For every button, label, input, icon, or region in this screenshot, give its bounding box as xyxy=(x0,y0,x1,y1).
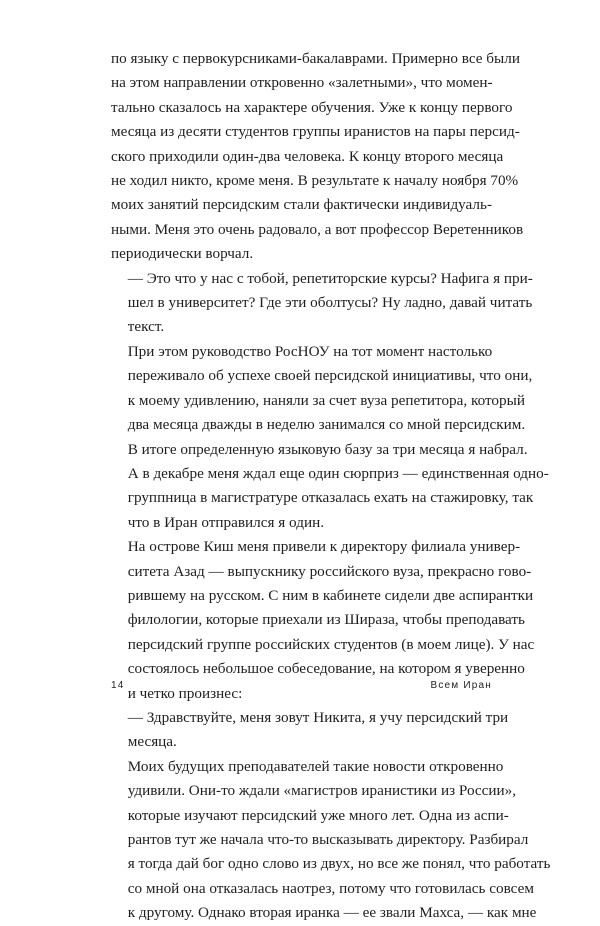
text-line: персидский группе российских студентов (в моем лице). У нас xyxy=(127,635,535,653)
text-line: по языку с первокурсниками-бакалаврами. Примерно все были xyxy=(111,50,520,67)
text-line: удивили. Они-то ждали «магистров иранистики из России», xyxy=(127,782,517,800)
text-line: — Здравствуйте, меня зовут Никита, я учу персидский три xyxy=(127,708,509,726)
text-line: два месяца дважды в неделю занимался со мной персидским. xyxy=(127,416,526,434)
text-line: шел в университет? Где эти оболтусы? Ну ладно, давай читать xyxy=(127,294,533,312)
text-line: и четко произнес: xyxy=(127,684,243,702)
text-line: ными. Меня это очень радовало, а вот профессор Веретенников xyxy=(111,220,524,238)
body-text xyxy=(111,47,551,926)
text-line: состоялось небольшое собеседование, на котором я уверенно xyxy=(127,660,525,678)
paragraph xyxy=(111,706,509,755)
running-title: Всем Иран xyxy=(430,680,492,691)
text-line: месяца из десяти студентов группы иранистов на пары персид- xyxy=(111,123,520,141)
paragraph xyxy=(111,47,524,267)
text-line: Моих будущих преподавателей такие новости откровенно xyxy=(127,757,504,775)
text-line: рантов тут же начала что-то высказывать директору. Разбирал xyxy=(127,831,529,848)
text-line: В итоге определенную языковую базу за три месяца я набрал. xyxy=(127,440,528,458)
text-line: что в Иран отправился я один. xyxy=(127,513,324,531)
text-line: — Это что у нас с тобой, репетиторские курсы? Нафига я при- xyxy=(127,269,533,287)
text-line: тально сказалось на характере обучения. Уже к концу первого xyxy=(111,98,513,116)
text-line: не ходил никто, кроме меня. В результате к началу ноября 70% xyxy=(111,172,519,190)
text-line: к другому. Однако вторая иранка — ее звали Махса, — как мне xyxy=(127,904,537,922)
text-line: переживало об успехе своей персидской инициативы, что они, xyxy=(127,367,533,385)
text-line: текст. xyxy=(127,318,165,336)
page-number: 14 xyxy=(111,680,125,691)
text-line: на этом направлении откровенно «залетными», что момен- xyxy=(111,74,493,92)
text-line: к моему удивлению, наняли за счет вуза репетитора, который xyxy=(127,391,525,409)
text-line: периодически ворчал. xyxy=(111,245,254,263)
text-line: А в декабре меня ждал еще один сюрприз — единственная одно- xyxy=(127,464,549,482)
text-line: При этом руководство РосНОУ на тот момент настолько xyxy=(127,342,493,360)
text-line: филологии, которые приехали из Шираза, чтобы преподавать xyxy=(127,611,525,629)
text-line: месяца. xyxy=(127,733,177,751)
text-line: группница в магистратуре отказалась ехать на стажировку, так xyxy=(127,489,534,507)
text-line: моих занятий персидским стали фактически индивидуаль- xyxy=(111,196,492,214)
text-line: ского приходили один-два человека. К концу второго месяца xyxy=(111,147,504,165)
text-line: ситета Азад — выпускнику российского вуза, прекрасно гово- xyxy=(127,562,532,580)
text-line: со мной она отказалась наотрез, потому что готовилась совсем xyxy=(127,879,534,897)
paragraph xyxy=(111,267,533,340)
text-line: которые изучают персидский уже много лет. Одна из аспи- xyxy=(127,806,509,824)
paragraph xyxy=(111,755,551,926)
text-line: На острове Киш меня привели к директору филиала универ- xyxy=(127,538,521,556)
text-line: я тогда дай бог одно слово из двух, но все же понял, что работать xyxy=(127,855,551,873)
text-line: рившему на русском. С ним в кабинете сидели две аспирантки xyxy=(127,586,534,604)
paragraph xyxy=(111,340,549,535)
